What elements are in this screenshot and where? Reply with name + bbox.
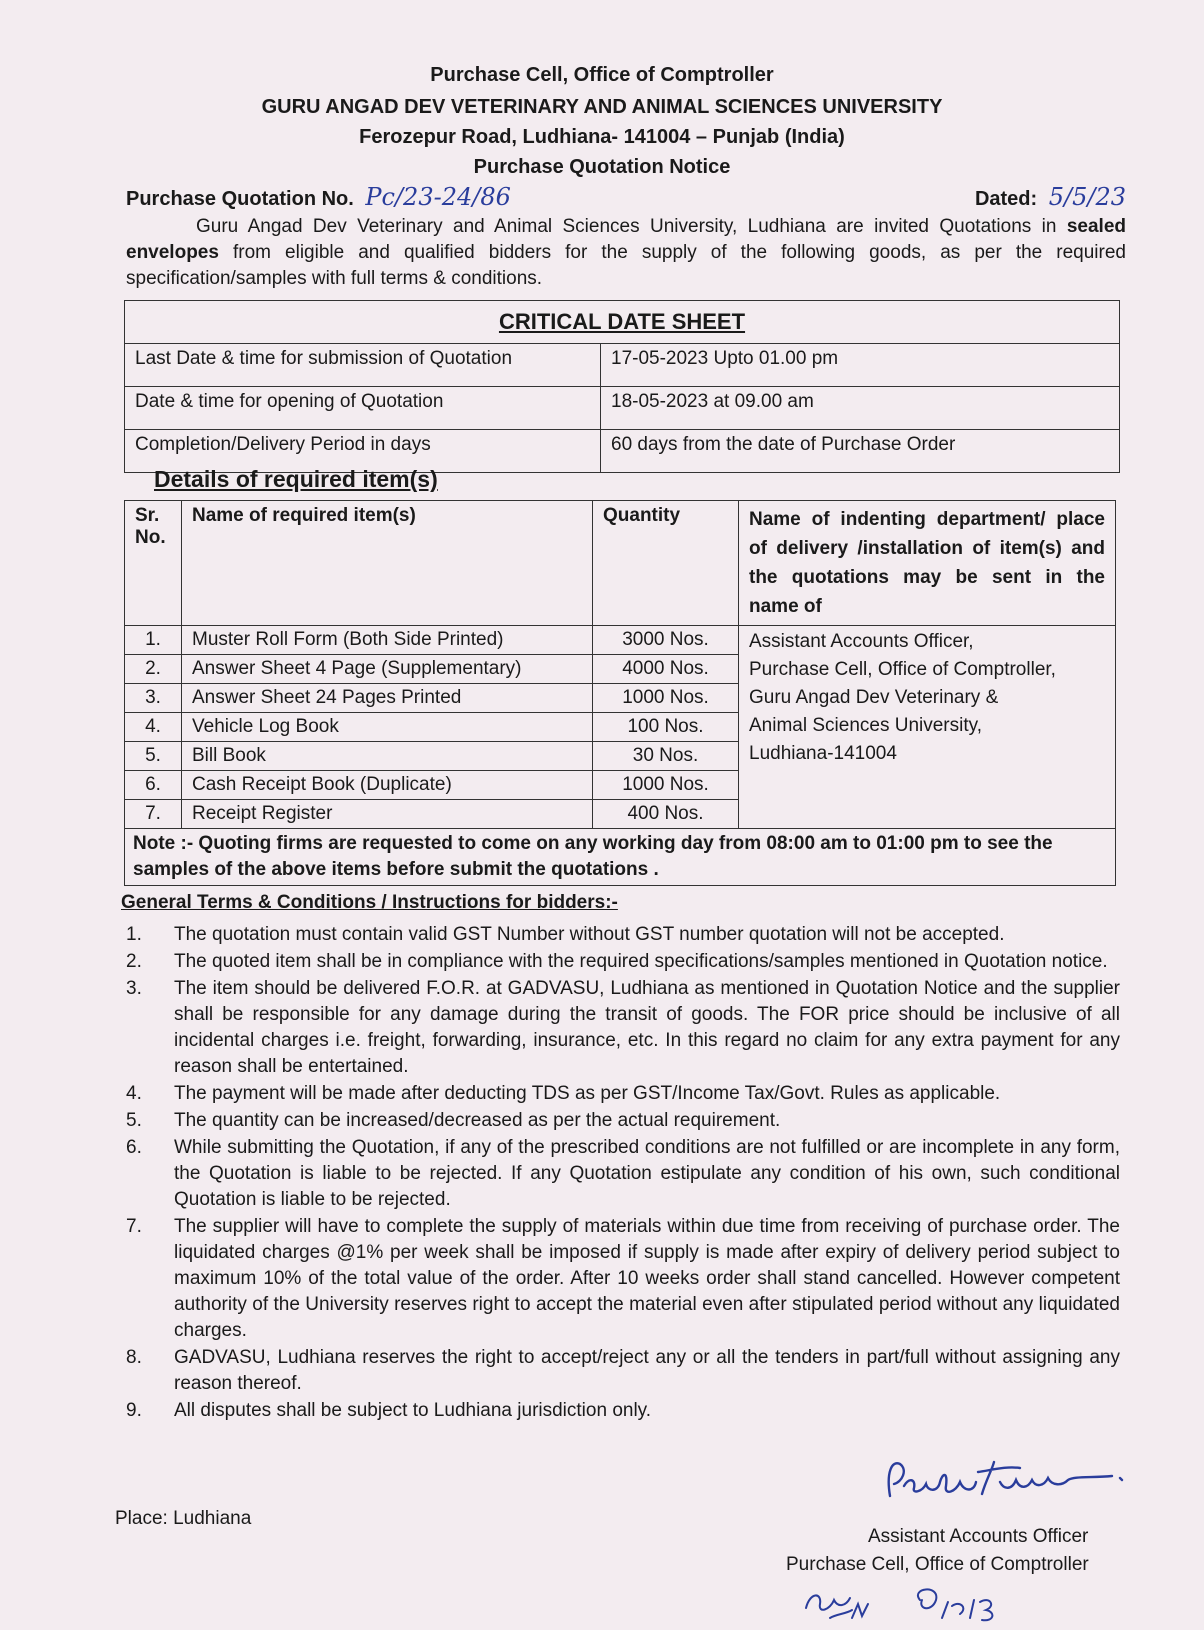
term-text: The quoted item shall be in compliance with the required specifications/samples mentioned in Quotation notice. bbox=[174, 951, 1108, 972]
table-row bbox=[125, 387, 1120, 430]
note-row bbox=[125, 829, 1116, 886]
sample-viewing-note: Note :- Quoting firms are requested to come on any working day from 08:00 am to 01:00 pm to see the samples of the above items before submit the quotations . bbox=[125, 829, 1116, 886]
quotation-number-label: Purchase Quotation No. bbox=[126, 188, 354, 210]
col-header-dept: Name of indenting department/ place of delivery /installation of item(s) and the quotations may be sent in the name of bbox=[739, 501, 1116, 626]
item-qty: 4000 Nos. bbox=[593, 655, 739, 684]
term-number: 6. bbox=[126, 1137, 142, 1158]
header-office: Purchase Cell, Office of Comptroller bbox=[430, 64, 774, 86]
list-item bbox=[126, 1108, 1120, 1134]
item-qty: 400 Nos. bbox=[593, 800, 739, 829]
list-item bbox=[126, 1081, 1120, 1107]
item-name: Answer Sheet 4 Page (Supplementary) bbox=[182, 655, 593, 684]
term-text: All disputes shall be subject to Ludhiana jurisdiction only. bbox=[174, 1400, 652, 1421]
col-header-sr: Sr. No. bbox=[125, 501, 182, 626]
item-sr: 6. bbox=[125, 771, 182, 800]
signatory-title: Assistant Accounts Officer bbox=[868, 1526, 1089, 1547]
dated-handwritten: 5/5/23 bbox=[1048, 183, 1126, 211]
item-name: Receipt Register bbox=[182, 800, 593, 829]
item-sr: 5. bbox=[125, 742, 182, 771]
term-number: 8. bbox=[126, 1347, 142, 1368]
dept-line: Guru Angad Dev Veterinary & bbox=[749, 687, 999, 708]
col-header-qty: Quantity bbox=[593, 501, 739, 626]
item-qty: 3000 Nos. bbox=[593, 626, 739, 655]
item-sr: 4. bbox=[125, 713, 182, 742]
cds-value: 60 days from the date of Purchase Order bbox=[601, 430, 1120, 473]
items-table-header bbox=[125, 501, 1116, 626]
term-text: The quantity can be increased/decreased as per the actual requirement. bbox=[174, 1110, 781, 1131]
item-qty: 100 Nos. bbox=[593, 713, 739, 742]
cds-value: 18-05-2023 at 09.00 am bbox=[601, 387, 1120, 430]
terms-list bbox=[126, 922, 1120, 1425]
dept-line: Assistant Accounts Officer, bbox=[749, 631, 974, 652]
term-number: 3. bbox=[126, 978, 142, 999]
signatory-office: Purchase Cell, Office of Comptroller bbox=[786, 1554, 1089, 1575]
term-text: The item should be delivered F.O.R. at GADVASU, Ludhiana as mentioned in Quotation Notice and the supplier shall be responsible for any damage during the transit of goods. The FOR price should be inclusive of all incidental charges i.e. freight, forwarding, insurance, etc. In this regard no claim for any extra payment for any reason shall be entertained. bbox=[174, 978, 1120, 1077]
item-sr: 2. bbox=[125, 655, 182, 684]
item-qty: 1000 Nos. bbox=[593, 771, 739, 800]
cds-value: 17-05-2023 Upto 01.00 pm bbox=[601, 344, 1120, 387]
intro-text-a: Guru Angad Dev Veterinary and Animal Sciences University, Ludhiana are invited Quotations in bbox=[196, 216, 1057, 237]
term-text: The quotation must contain valid GST Number without GST number quotation will not be accepted. bbox=[174, 924, 1005, 945]
quotation-number-handwritten: Pc/23-24/86 bbox=[365, 183, 511, 211]
term-number: 7. bbox=[126, 1216, 142, 1237]
dated-label: Dated: bbox=[974, 188, 1038, 210]
table-row bbox=[125, 344, 1120, 387]
item-sr: 7. bbox=[125, 800, 182, 829]
items-table bbox=[124, 500, 1116, 886]
list-item bbox=[126, 1398, 1120, 1424]
term-text: The payment will be made after deducting TDS as per GST/Income Tax/Govt. Rules as applicable. bbox=[174, 1083, 1001, 1104]
cds-label: Date & time for opening of Quotation bbox=[125, 387, 601, 430]
cds-label: Last Date & time for submission of Quotation bbox=[125, 344, 601, 387]
critical-date-sheet bbox=[124, 300, 1120, 473]
item-qty: 30 Nos. bbox=[593, 742, 739, 771]
item-name: Muster Roll Form (Both Side Printed) bbox=[182, 626, 593, 655]
term-number: 1. bbox=[126, 924, 142, 945]
item-name: Bill Book bbox=[182, 742, 593, 771]
details-title: Details of required item(s) bbox=[154, 466, 438, 492]
col-header-name: Name of required item(s) bbox=[182, 501, 593, 626]
list-item bbox=[126, 1214, 1120, 1344]
intro-text-b: from eligible and qualified bidders for the supply of the following goods, as per the required specification/samples with full terms & conditions. bbox=[126, 242, 1126, 289]
table-row bbox=[125, 626, 1116, 655]
item-name: Vehicle Log Book bbox=[182, 713, 593, 742]
intro-paragraph bbox=[126, 214, 1126, 292]
dept-line: Purchase Cell, Office of Comptroller, bbox=[749, 659, 1056, 680]
item-sr: 1. bbox=[125, 626, 182, 655]
term-text: GADVASU, Ludhiana reserves the right to accept/reject any or all the tenders in part/full without assigning any reason thereof. bbox=[174, 1347, 1120, 1394]
term-text: While submitting the Quotation, if any of the prescribed conditions are not fulfilled or are incomplete in any form, the Quotation is liable to be rejected. If any Quotation estipulate any condition of his own, such conditional Quotation is liable to be rejected. bbox=[174, 1137, 1120, 1210]
indenting-department bbox=[739, 626, 1116, 829]
critical-date-sheet-title: CRITICAL DATE SHEET bbox=[125, 301, 1120, 344]
dept-line: Animal Sciences University, bbox=[749, 715, 983, 736]
header-notice-title: Purchase Quotation Notice bbox=[473, 156, 731, 178]
list-item bbox=[126, 976, 1120, 1080]
term-number: 2. bbox=[126, 951, 142, 972]
cds-label: Completion/Delivery Period in days bbox=[125, 430, 601, 473]
dept-line: Ludhiana-141004 bbox=[749, 743, 897, 764]
intro-bold: sealed envelopes bbox=[126, 216, 1126, 263]
handwritten-initials bbox=[800, 1578, 1040, 1628]
term-number: 4. bbox=[126, 1083, 142, 1104]
header-address: Ferozepur Road, Ludhiana- 141004 – Punjab (India) bbox=[359, 126, 845, 148]
list-item bbox=[126, 1345, 1120, 1397]
place: Place: Ludhiana bbox=[115, 1508, 252, 1529]
item-name: Answer Sheet 24 Pages Printed bbox=[182, 684, 593, 713]
dated-group bbox=[975, 183, 1126, 211]
terms-title: General Terms & Conditions / Instructions for bidders:- bbox=[121, 892, 618, 913]
term-text: The supplier will have to complete the supply of materials within due time from receiving of purchase order. The liquidated charges @1% per week shall be imposed if supply is made after expiry of delivery period subject to maximum 10% of the total value of the order. After 10 weeks order shall stand cancelled. However competent authority of the University reserves right to accept the material even after stipulated period without any liquidated charges. bbox=[174, 1216, 1120, 1341]
term-number: 9. bbox=[126, 1400, 142, 1421]
header-university: GURU ANGAD DEV VETERINARY AND ANIMAL SCIENCES UNIVERSITY bbox=[261, 96, 943, 118]
item-name: Cash Receipt Book (Duplicate) bbox=[182, 771, 593, 800]
list-item bbox=[126, 1135, 1120, 1213]
list-item bbox=[126, 922, 1120, 948]
quotation-number-row bbox=[126, 183, 1126, 211]
item-qty: 1000 Nos. bbox=[593, 684, 739, 713]
handwritten-signature bbox=[882, 1452, 1142, 1512]
list-item bbox=[126, 949, 1120, 975]
item-sr: 3. bbox=[125, 684, 182, 713]
term-number: 5. bbox=[126, 1110, 142, 1131]
